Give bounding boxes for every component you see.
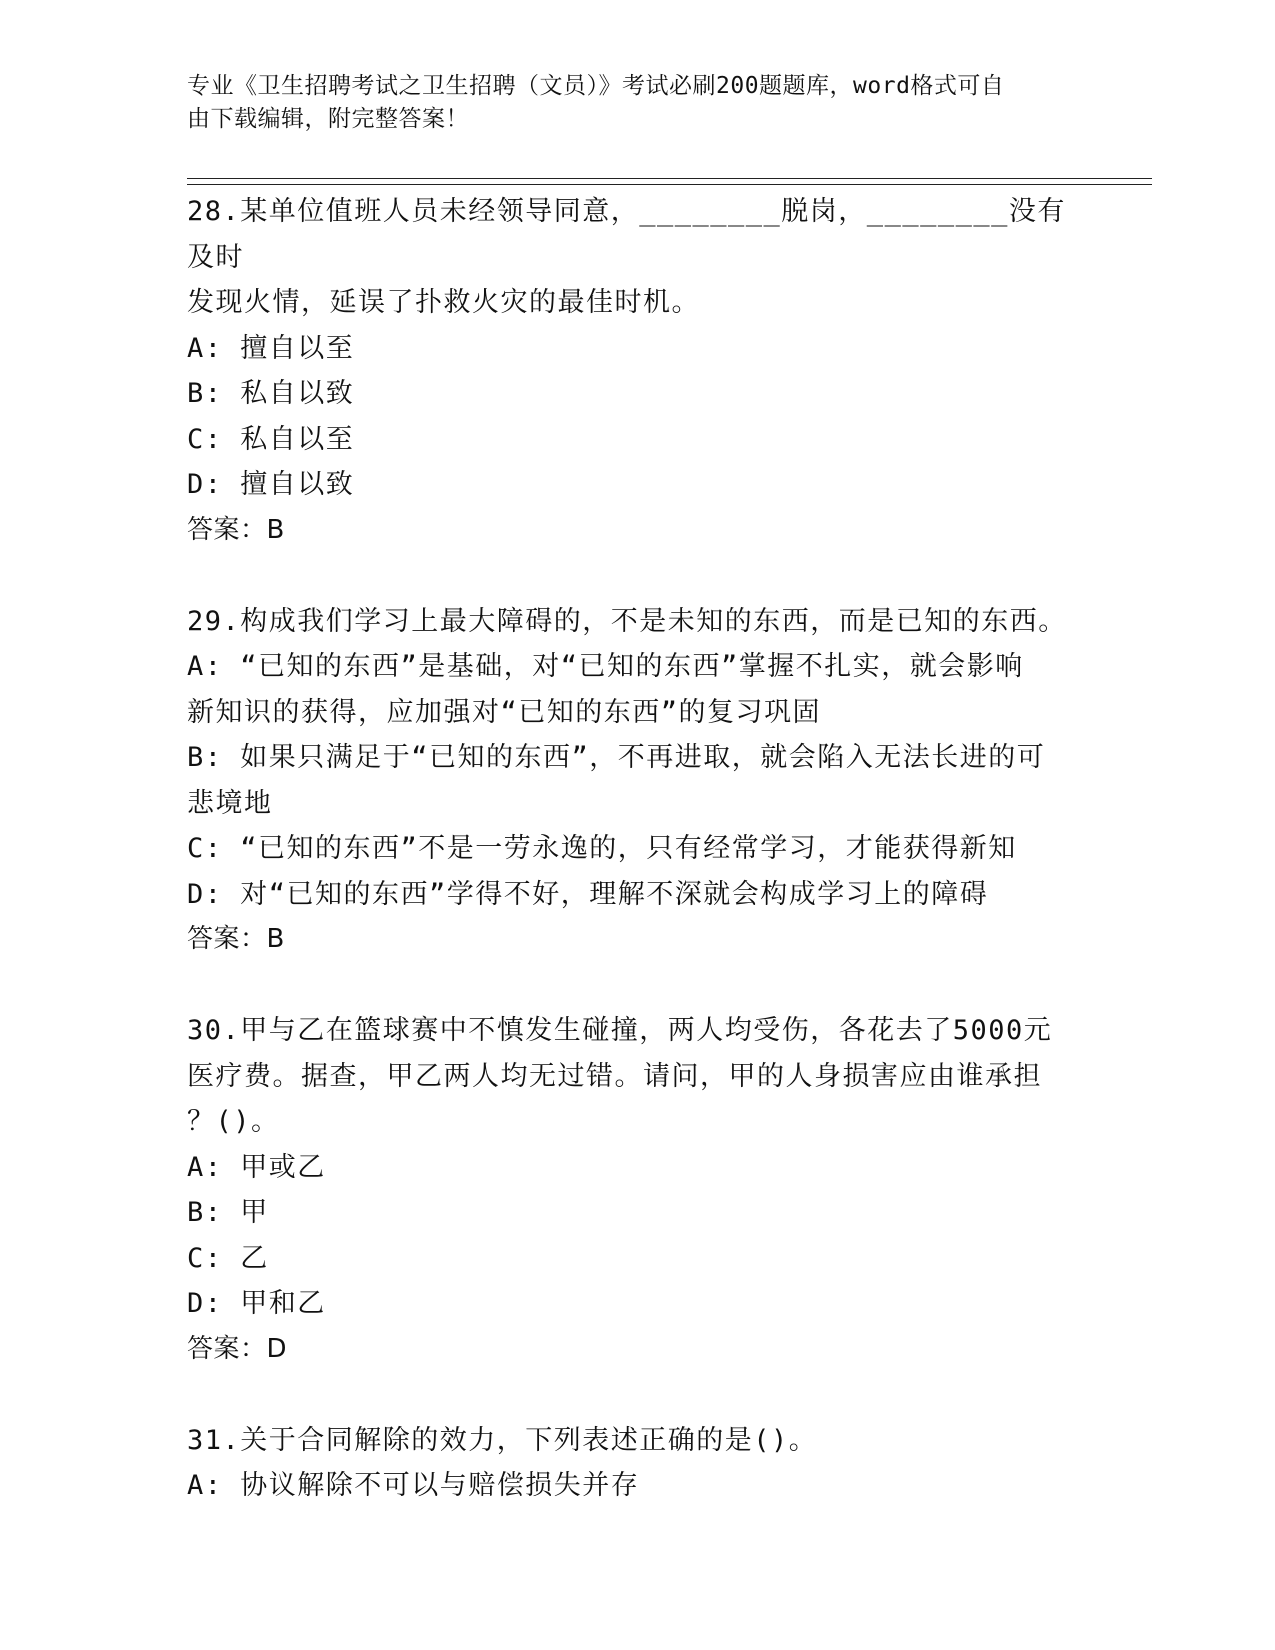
option-b: B: 如果只满足于“已知的东西”，不再进取，就会陷入无法长进的可 [187, 742, 1046, 773]
question-stem: 29.构成我们学习上最大障碍的，不是未知的东西，而是已知的东西。 [187, 605, 1067, 637]
question-stem-continued: 发现火情，延误了扑救火灾的最佳时机。 [187, 287, 700, 318]
question-spacer [187, 1372, 1087, 1418]
question-stem: 30.甲与乙在篮球赛中不慎发生碰撞，两人均受伤，各花去了5000元 [187, 1015, 1053, 1046]
option-d: D: 擅自以致 [187, 469, 355, 500]
option-c: C: “已知的东西”不是一劳永逸的，只有经常学习，才能获得新知 [187, 833, 1017, 864]
answer-key: 答案：B [187, 924, 285, 954]
option-a: A: 擅自以至 [187, 332, 355, 364]
question-spacer [187, 963, 1087, 1009]
header-divider-bottom [187, 184, 1152, 185]
question-spacer [187, 553, 1087, 599]
answer-key: 答案：B [187, 514, 285, 545]
option-a: A: 甲或乙 [187, 1151, 326, 1183]
header-line-2: 由下载编辑，附完整答案！ [187, 106, 469, 132]
option-b-continued: 悲境地 [187, 787, 273, 819]
option-c: C: 乙 [187, 1242, 269, 1274]
question-stem-continued: ？()。 [187, 1106, 280, 1137]
question-29 [187, 599, 1087, 963]
question-stem: 28.某单位值班人员未经领导同意，________脱岗，________没有及时 [187, 196, 1066, 273]
option-b: B: 甲 [187, 1197, 269, 1228]
document-header [187, 70, 1067, 136]
header-line-1: 专业《卫生招聘考试之卫生招聘（文员）》考试必刷200题题库，word格式可自 [187, 73, 1005, 99]
question-28 [187, 189, 1087, 553]
option-a: A: 协议解除不可以与赔偿损失并存 [187, 1470, 640, 1501]
option-d: D: 对“已知的东西”学得不好，理解不深就会构成学习上的障碍 [187, 878, 989, 910]
option-b: B: 私自以致 [187, 378, 355, 409]
option-a: A: “已知的东西”是基础，对“已知的东西”掌握不扎实，就会影响 [187, 651, 1024, 682]
question-stem: 31.关于合同解除的效力，下列表述正确的是()。 [187, 1424, 818, 1456]
option-a-continued: 新知识的获得，应加强对“已知的东西”的复习巩固 [187, 696, 822, 728]
answer-key: 答案：D [187, 1333, 288, 1364]
option-c: C: 私自以至 [187, 423, 355, 455]
question-stem-continued: 医疗费。据查，甲乙两人均无过错。请问，甲的人身损害应由谁承担 [187, 1060, 1042, 1092]
question-30 [187, 1008, 1087, 1372]
question-list [187, 189, 1087, 1509]
question-31 [187, 1418, 1087, 1509]
header-divider-top [187, 178, 1152, 179]
option-d: D: 甲和乙 [187, 1288, 326, 1319]
